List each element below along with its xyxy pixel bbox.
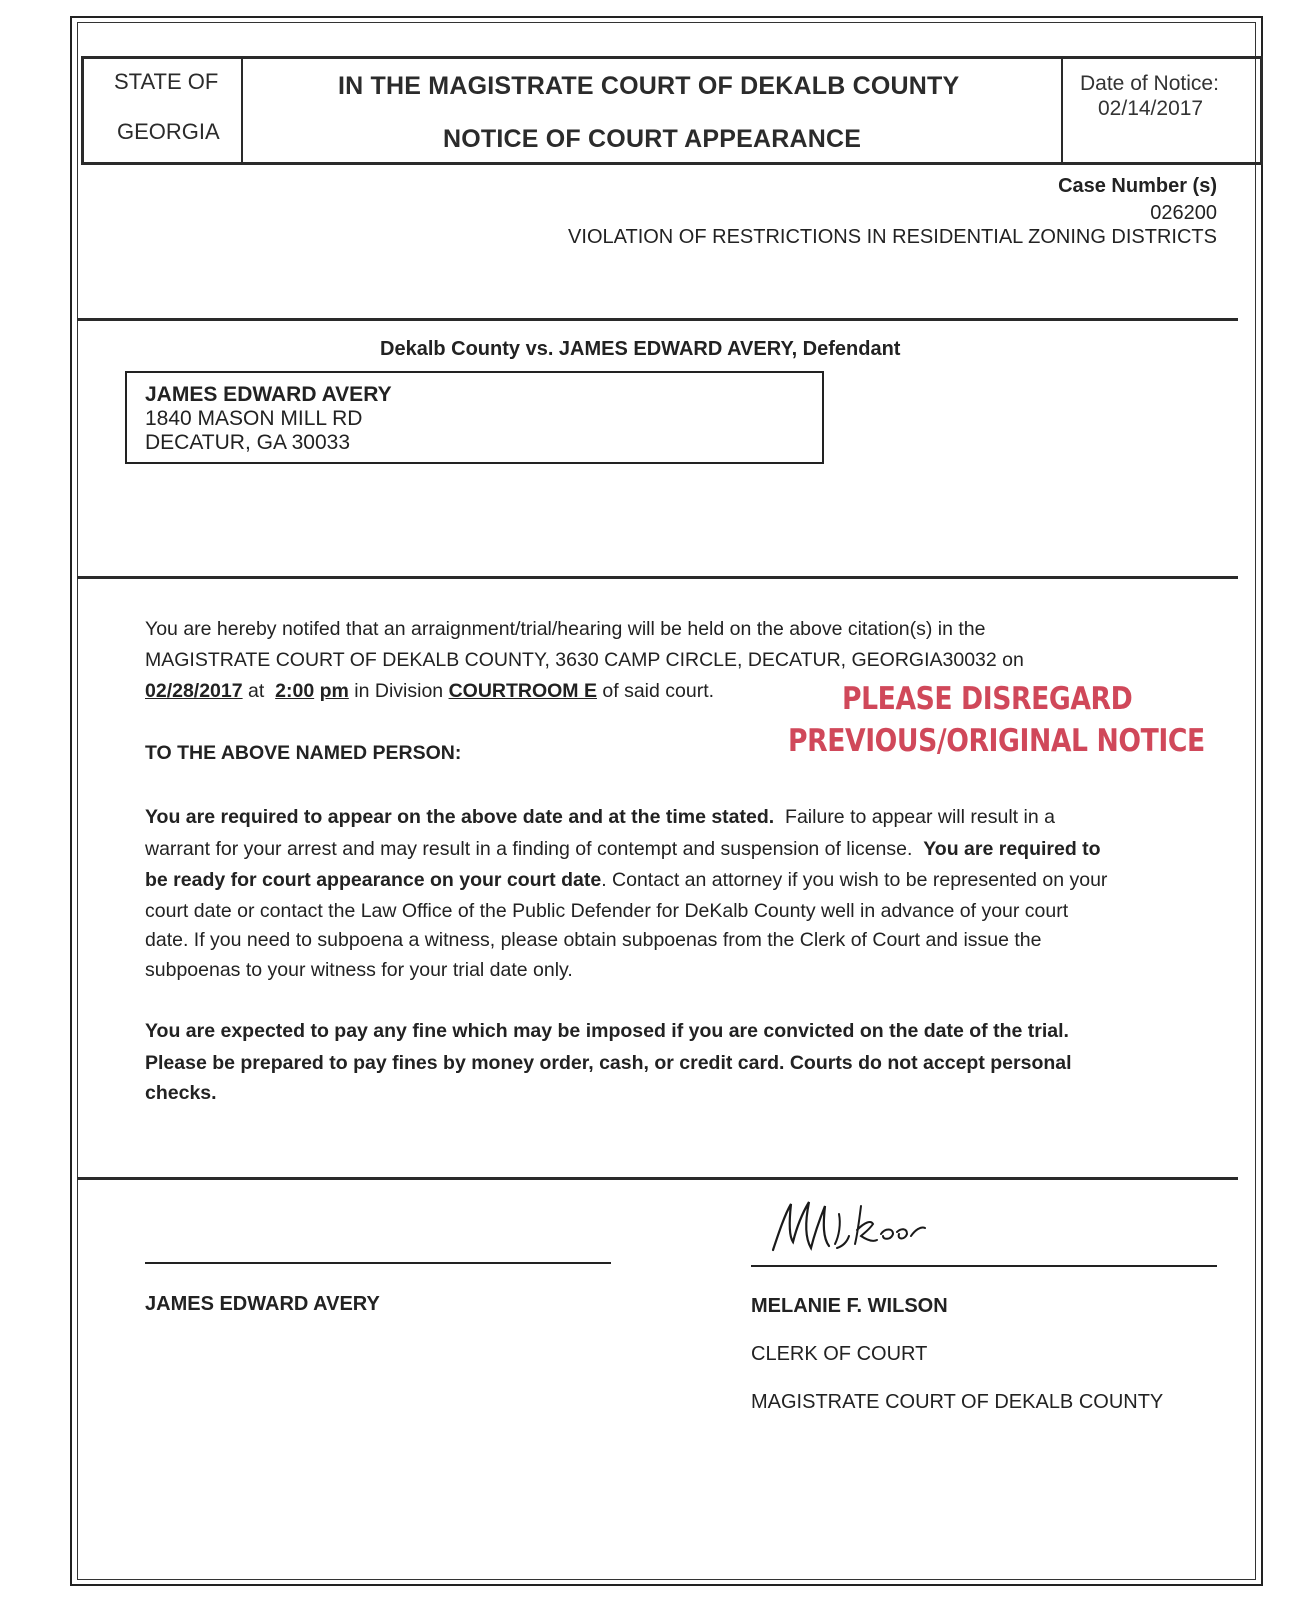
ready-requirement-b: be ready for court appearance on your court date (145, 869, 602, 891)
defendant-signature-line (145, 1262, 611, 1264)
clerk-name: MELANIE F. WILSON (751, 1295, 948, 1317)
ready-requirement-a: You are required to (923, 838, 1101, 860)
appear-requirement: You are required to appear on the above date and at the time stated. (145, 806, 775, 828)
requirements-line-4: court date or contact the Law Office of the Public Defender for DeKalb County well in advance of your court (145, 900, 1069, 922)
section-divider-2 (77, 576, 1238, 579)
arrest-warning: warrant for your arrest and may result in a finding of contempt and suspension of license. (145, 838, 913, 860)
division-prefix: in Division (354, 680, 444, 702)
division-suffix: of said court. (602, 680, 715, 702)
case-number-label: Case Number (s) (1058, 175, 1217, 197)
requirements-line-1 (145, 802, 1055, 833)
at-word: at (248, 680, 265, 702)
inner-border (77, 22, 1256, 1580)
hearing-time: 2:00 (275, 680, 315, 702)
defendant-name: JAMES EDWARD AVERY (145, 383, 392, 406)
notice-line-1: You are hereby notifed that an arraignment/trial/hearing will be held on the above citation(s) in the (145, 618, 986, 640)
case-charge: VIOLATION OF RESTRICTIONS IN RESIDENTIAL ZONING DISTRICTS (568, 226, 1217, 248)
requirements-line-2 (145, 834, 1101, 865)
requirements-line-3 (145, 865, 1107, 896)
notice-date-value: 02/14/2017 (1098, 97, 1204, 120)
failure-warning: Failure to appear will result in a (785, 806, 1055, 828)
defendant-signature-name: JAMES EDWARD AVERY (145, 1293, 380, 1315)
state-line-2: GEORGIA (117, 119, 220, 144)
fines-line-2: Please be prepared to pay fines by money order, cash, or credit card. Courts do not accept personal (145, 1052, 1072, 1074)
addressee: TO THE ABOVE NAMED PERSON: (145, 742, 462, 764)
header-divider-left (241, 58, 243, 163)
notice-line-2: MAGISTRATE COURT OF DEKALB COUNTY, 3630 CAMP CIRCLE, DECATUR, GEORGIA30032 on (145, 649, 1024, 671)
notice-title: NOTICE OF COURT APPEARANCE (443, 125, 862, 153)
case-number: 026200 (1150, 202, 1217, 224)
disregard-stamp-line-1: PLEASE DISREGARD (842, 681, 1133, 717)
fines-line-3: checks. (145, 1082, 217, 1104)
defendant-address-1: 1840 MASON MILL RD (145, 407, 363, 430)
hearing-details (145, 676, 714, 707)
case-parties: Dekalb County vs. JAMES EDWARD AVERY, Defendant (380, 338, 901, 360)
clerk-court: MAGISTRATE COURT OF DEKALB COUNTY (751, 1391, 1164, 1413)
state-line-1: STATE OF (114, 69, 219, 94)
disregard-stamp-line-2: PREVIOUS/ORIGINAL NOTICE (788, 723, 1205, 759)
requirements-line-5: date. If you need to subpoena a witness, please obtain subpoenas from the Clerk of Court and issue the (145, 929, 1042, 951)
clerk-signature-graphic (765, 1192, 945, 1262)
section-divider-3 (77, 1177, 1238, 1180)
courtroom: COURTROOM E (448, 680, 597, 702)
defendant-address-2: DECATUR, GA 30033 (145, 431, 351, 454)
fines-line-1: You are expected to pay any fine which may be imposed if you are convicted on the date of the trial. (145, 1020, 1069, 1042)
section-divider-1 (77, 318, 1238, 321)
court-title: IN THE MAGISTRATE COURT OF DEKALB COUNTY (338, 72, 960, 100)
hearing-time-suffix: pm (319, 680, 349, 702)
clerk-title: CLERK OF COURT (751, 1343, 928, 1365)
requirements-line-6: subpoenas to your witness for your trial date only. (145, 959, 573, 981)
hearing-date: 02/28/2017 (145, 680, 243, 702)
attorney-advice: . Contact an attorney if you wish to be represented on your (601, 869, 1108, 891)
header-divider-right (1061, 58, 1063, 163)
notice-date-label: Date of Notice: (1080, 72, 1219, 95)
clerk-signature-line (751, 1265, 1217, 1267)
